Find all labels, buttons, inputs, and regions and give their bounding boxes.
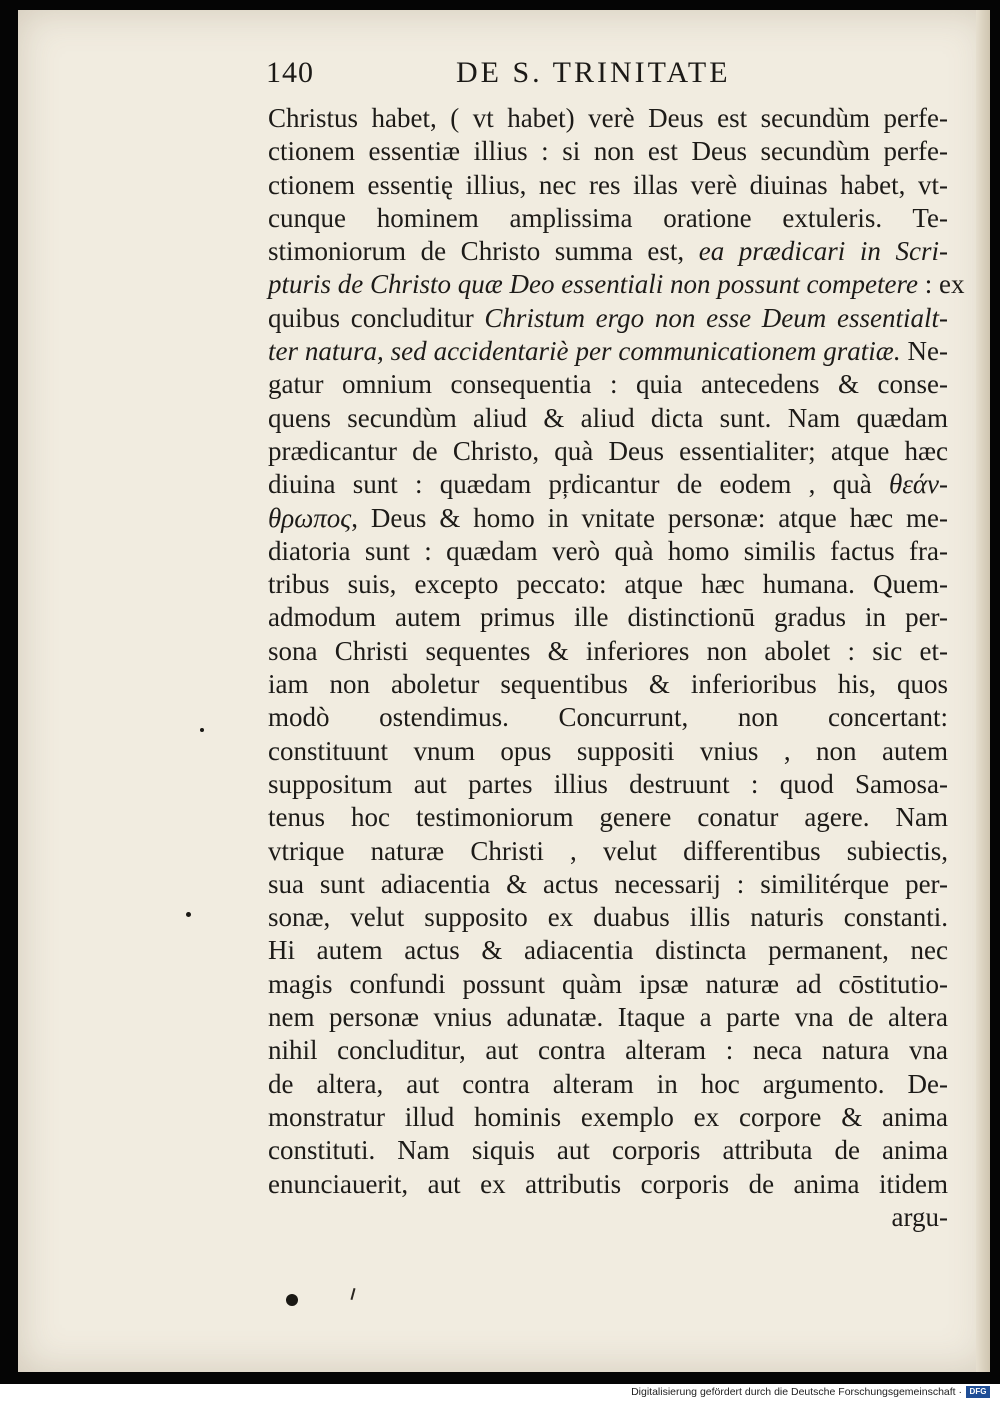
text-line: sona Christi sequentes & inferiores non abolet : sic et- <box>268 635 948 666</box>
text-line: quibus concluditur Christum ergo non esse Deum essentialt- <box>268 302 948 333</box>
text-line: de altera, aut contra alteram in hoc argumento. De- <box>268 1068 948 1099</box>
ink-dot <box>286 1294 298 1306</box>
italic-text: ea prædicari in Scri- <box>698 236 948 267</box>
text-line: ctionem essentię illius, nec res illas verè diuinas habet, vt- <box>268 169 948 200</box>
text-line: sonæ, velut supposito ex duabus illis naturis constanti. <box>268 902 948 933</box>
text-line: sua sunt adiacentia & actus necessarij : similitérque per- <box>268 868 948 899</box>
text-line: quens secundùm aliud & aliud dicta sunt. Nam quædam <box>268 402 948 433</box>
text-line: ter natura, sed accidentariè per communicationem gratiæ. Ne- <box>268 336 948 367</box>
catchword: argu- <box>891 1201 948 1232</box>
text-line: stimoniorum de Christo summa est, ea prædicari in Scri- <box>268 236 948 267</box>
text-line: magis confundi possunt quàm ipsæ naturæ ad cōstitutio- <box>268 968 948 999</box>
page-number: 140 <box>266 56 314 89</box>
ink-dot <box>186 912 191 917</box>
text-line: Christus habet, ( vt habet) verè Deus est secundùm perfe- <box>268 103 948 133</box>
text-line: prædicantur de Christo, quà Deus essentialiter; atque hæc <box>268 435 948 466</box>
text-line: diatoria sunt : quædam verò quà homo similis factus fra- <box>268 535 948 566</box>
text-line: suppositum aut partes illius destruunt : quod Samosa- <box>268 768 948 799</box>
text-line: Hi autem actus & adiacentia distincta permanent, nec <box>268 935 948 966</box>
running-title: DE S. TRINITATE <box>456 56 731 89</box>
text-line: iam non aboletur sequentibus & inferioribus his, quos <box>268 669 948 700</box>
dfg-logo[interactable]: DFG <box>966 1386 990 1398</box>
digitization-credit: Digitalisierung gefördert durch die Deutsche Forschungsgemeinschaft · <box>631 1386 962 1398</box>
text-line: pturis de Christo quæ Deo essentiali non possunt competere : ex <box>268 269 965 300</box>
text-line: constituunt vnum opus suppositi vnius , non autem <box>268 735 948 766</box>
ink-dot <box>200 728 204 732</box>
text-line: tenus hoc testimoniorum genere conatur agere. Nam <box>268 802 948 833</box>
greek-text: θρωπος <box>268 502 352 533</box>
text-line: ctionem essentiæ illius : si non est Deus secundùm perfe- <box>268 136 948 167</box>
text-line: modò ostendimus. Concurrunt, non concertant: <box>268 702 948 733</box>
text-line: gatur omnium consequentia : quia antecedens & conse- <box>268 369 948 400</box>
text-line: θρωπος, Deus & homo in vnitate personæ: atque hæc me- <box>268 502 948 533</box>
text-line: monstratur illud hominis exemplo ex corpore & anima <box>268 1101 948 1132</box>
text-line: cunque hominem amplissima oratione extuleris. Te- <box>268 202 948 233</box>
italic-text: ter natura, sed accidentariè per communicationem gratiæ. <box>268 336 901 367</box>
text-line: enunciauerit, aut ex attributis corporis de anima itidem <box>268 1168 948 1199</box>
running-header <box>266 56 786 96</box>
greek-text: θεάν- <box>888 469 948 500</box>
text-line: admodum autem primus ille distinctionū gradus in per- <box>268 602 948 633</box>
text-line: vtrique naturæ Christi , velut differentibus subiectis, <box>268 835 948 866</box>
text-line: tribus suis, excepto peccato: atque hæc humana. Quem- <box>268 569 948 600</box>
ink-stroke <box>350 1288 355 1300</box>
italic-text: Christum ergo non esse Deum essentialt- <box>484 302 948 333</box>
body-text <box>268 102 965 1234</box>
italic-text: pturis de Christo quæ Deo essentiali non possunt competere <box>268 269 918 300</box>
text-line: diuina sunt : quædam pŗdicantur de eodem , quà θεάν- <box>268 469 948 500</box>
text-line: nem personæ vnius adunatæ. Itaque a parte vna de altera <box>268 1002 948 1033</box>
text-line: constituti. Nam siquis aut corporis attributa de anima <box>268 1135 948 1166</box>
text-line: nihil concluditur, aut contra alteram : neca natura vna <box>268 1035 948 1066</box>
